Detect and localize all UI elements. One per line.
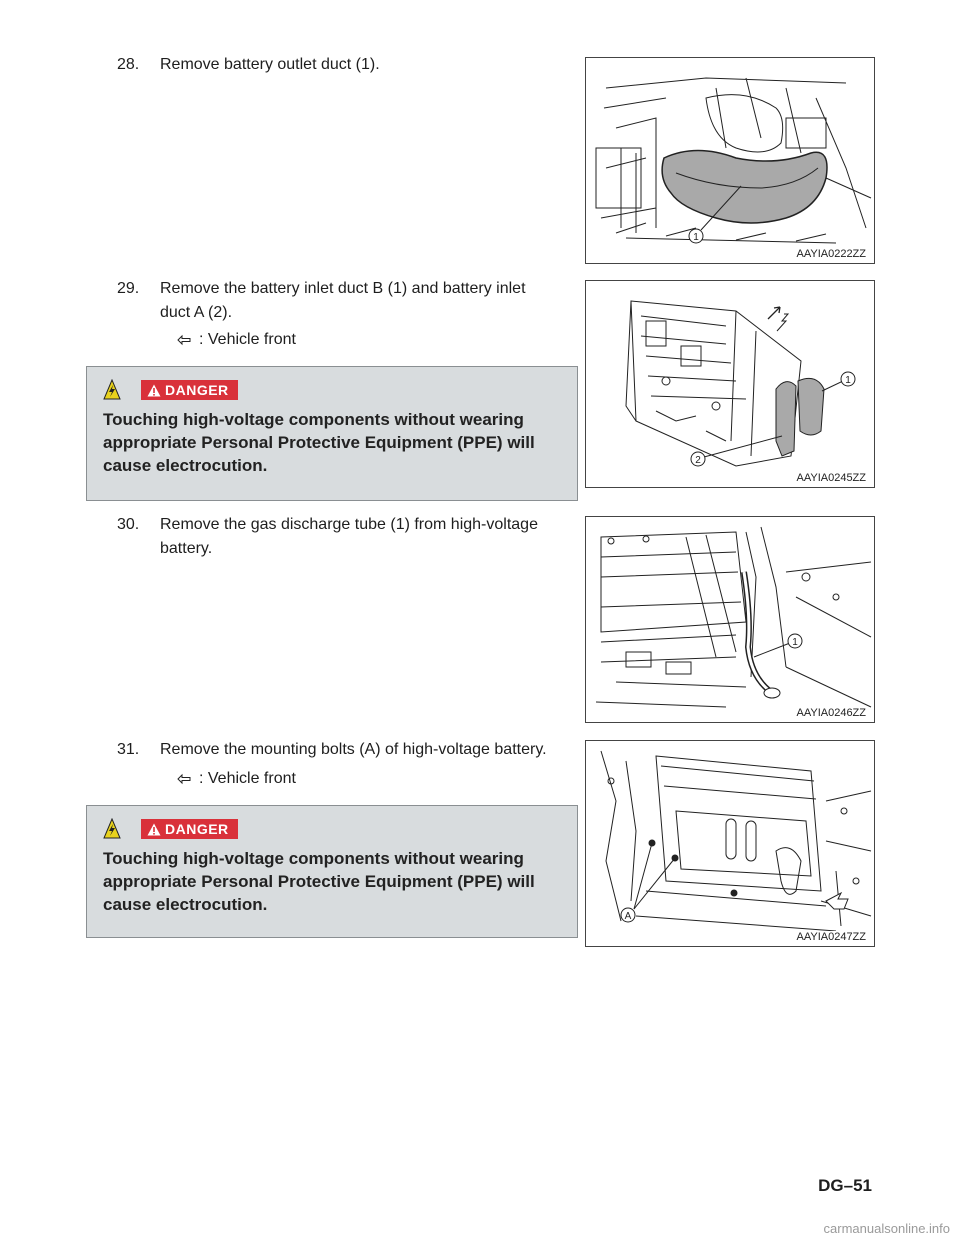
- step-text: Remove the mounting bolts (A) of high-voltage battery.: [160, 741, 547, 758]
- vehicle-front-legend: [177, 769, 296, 789]
- figure-mounting-bolts: [585, 740, 875, 947]
- figure-code: AAYIA0246ZZ: [796, 707, 866, 719]
- step-number: 30.: [117, 516, 140, 533]
- figure-battery-inlet-ducts: [585, 280, 875, 488]
- danger-header: [103, 379, 238, 401]
- vehicle-front-label: : Vehicle front: [199, 331, 296, 348]
- step-number: 29.: [117, 280, 140, 297]
- step-text: Remove battery outlet duct (1).: [160, 56, 380, 73]
- callout-1: 1: [792, 637, 798, 648]
- illustration-inlet-ducts: [586, 281, 874, 487]
- figure-code: AAYIA0247ZZ: [796, 931, 866, 943]
- danger-box: [86, 805, 578, 938]
- figure-gas-discharge-tube: [585, 516, 875, 723]
- figure-code: AAYIA0245ZZ: [796, 472, 866, 484]
- callout-1: 1: [693, 232, 699, 243]
- danger-message: Touching high-voltage components without wearing appropriate Personal Protective Equipment (PPE) will cause electrocution.: [103, 849, 535, 914]
- danger-message: Touching high-voltage components without wearing appropriate Personal Protective Equipment (PPE) will cause electrocution.: [103, 410, 535, 475]
- danger-badge-label: DANGER: [165, 382, 229, 398]
- danger-header: [103, 818, 238, 840]
- vehicle-front-label: : Vehicle front: [199, 770, 296, 787]
- step-text: Remove the gas discharge tube (1) from high-voltage battery.: [160, 516, 538, 557]
- vehicle-front-legend: [177, 330, 296, 350]
- step-number: 28.: [117, 56, 140, 73]
- danger-badge: [141, 819, 238, 839]
- danger-box: [86, 366, 578, 501]
- callout-a: A: [624, 911, 632, 922]
- callout-2: 2: [695, 455, 701, 466]
- warning-icon: [147, 384, 161, 397]
- vehicle-front-arrow-icon: [177, 334, 191, 346]
- vehicle-front-arrow-icon: [177, 773, 191, 785]
- figure-battery-outlet-duct: [585, 57, 875, 264]
- illustration-mounting-bolts: [586, 741, 874, 946]
- danger-badge: [141, 380, 238, 400]
- danger-badge-label: DANGER: [165, 821, 229, 837]
- illustration-gas-discharge-tube: [586, 517, 874, 722]
- figure-code: AAYIA0222ZZ: [796, 248, 866, 260]
- high-voltage-icon: [103, 818, 121, 840]
- step-text: Remove the battery inlet duct B (1) and battery inlet duct A (2).: [160, 280, 526, 321]
- watermark: carmanualsonline.info: [823, 1221, 950, 1236]
- warning-icon: [147, 823, 161, 836]
- page-number: DG–51: [818, 1176, 872, 1195]
- illustration-outlet-duct: [586, 58, 874, 263]
- callout-1: 1: [845, 375, 851, 386]
- high-voltage-icon: [103, 379, 121, 401]
- step-number: 31.: [117, 741, 140, 758]
